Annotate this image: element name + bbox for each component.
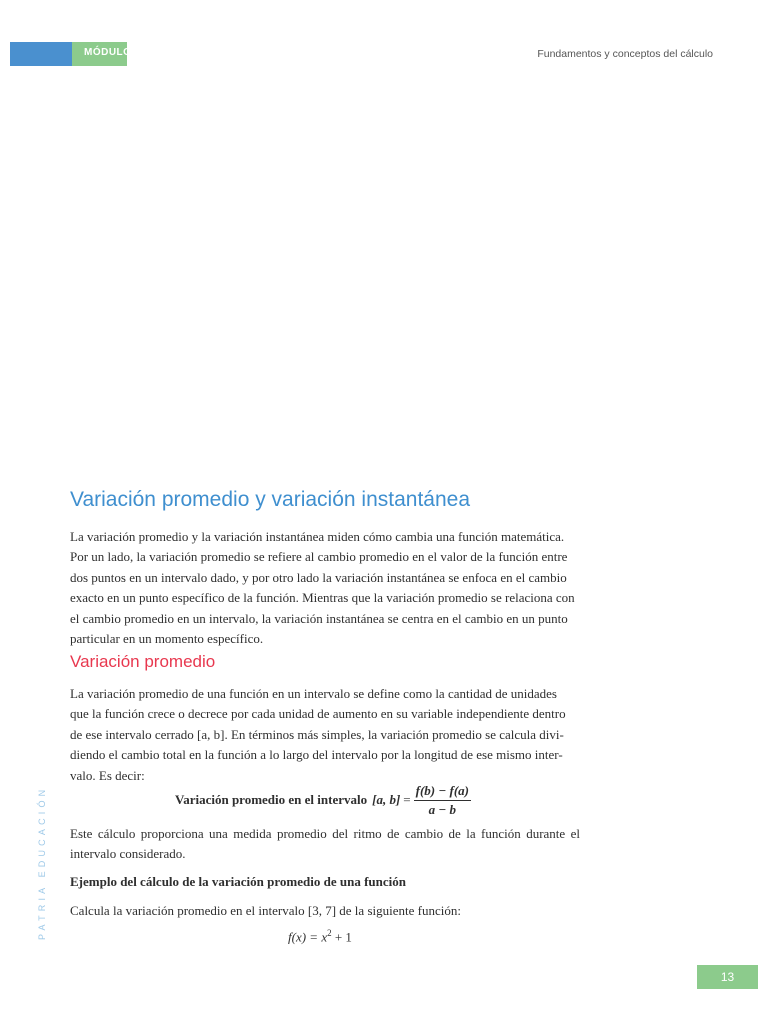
after-formula-paragraph: Este cálculo proporciona una medida promedio del ritmo de cambio de la función durante el intervalo considerado. xyxy=(70,826,580,862)
section-title: Variación promedio y variación instantánea xyxy=(70,488,471,511)
function-lhs: f(x) = x xyxy=(288,929,328,945)
subsection-title: Variación promedio xyxy=(70,652,216,671)
module-label: MÓDULO 1 xyxy=(84,47,141,58)
example-prompt: Calcula la variación promedio en el intervalo [3, 7] de la siguiente función: xyxy=(70,903,461,918)
definition-line: de ese intervalo cerrado [a, b]. En términos más simples, la variación promedio se calcula divi- xyxy=(70,726,564,742)
intro-line: dos puntos en un intervalo dado, y por otro lado la variación instantánea se enfoca en el cambio xyxy=(70,569,567,585)
function-exponent: 2 xyxy=(327,928,332,938)
average-variation-formula xyxy=(175,780,471,820)
formula-label: Variación promedio en el intervalo xyxy=(175,792,368,807)
formula-numerator: f(b) − f(a) xyxy=(414,783,471,801)
definition-line: valo. Es decir: xyxy=(70,767,145,783)
publisher-brand: PATRIA EDUCACIÓN xyxy=(37,785,47,940)
intro-line: exacto en un punto específico de la función. Mientras que la variación promedio se relaciona con xyxy=(70,590,575,606)
formula-equals: = xyxy=(403,792,411,807)
intro-line: particular en un momento específico. xyxy=(70,631,264,647)
definition-line: diendo el cambio total en la función a lo largo del intervalo por la longitud de ese mismo inter- xyxy=(70,747,563,763)
formula-interval: [a, b] xyxy=(372,792,401,807)
running-title: Fundamentos y conceptos del cálculo xyxy=(537,48,713,60)
definition-paragraph xyxy=(70,684,580,786)
definition-line: que la función crece o decrece por cada unidad de aumento en su variable independiente dentro xyxy=(70,706,566,722)
example-title: Ejemplo del cálculo de la variación promedio de una función xyxy=(70,874,406,889)
intro-line: La variación promedio y la variación instantánea miden cómo cambia una función matemática. xyxy=(70,529,565,544)
intro-line: el cambio promedio en un intervalo, la variación instantánea se centra en el cambio en un punto xyxy=(70,610,568,626)
function-rhs: + 1 xyxy=(331,929,352,945)
function-expression xyxy=(288,928,352,945)
formula-fraction xyxy=(414,783,471,818)
intro-line: Por un lado, la variación promedio se refiere al cambio promedio en el valor de la función entre xyxy=(70,549,568,565)
page-number: 13 xyxy=(697,965,758,989)
formula-denominator: a − b xyxy=(428,801,456,817)
definition-line: La variación promedio de una función en un intervalo se define como la cantidad de unidades xyxy=(70,686,557,701)
header-accent-blue xyxy=(10,42,72,66)
intro-paragraph xyxy=(70,527,580,649)
